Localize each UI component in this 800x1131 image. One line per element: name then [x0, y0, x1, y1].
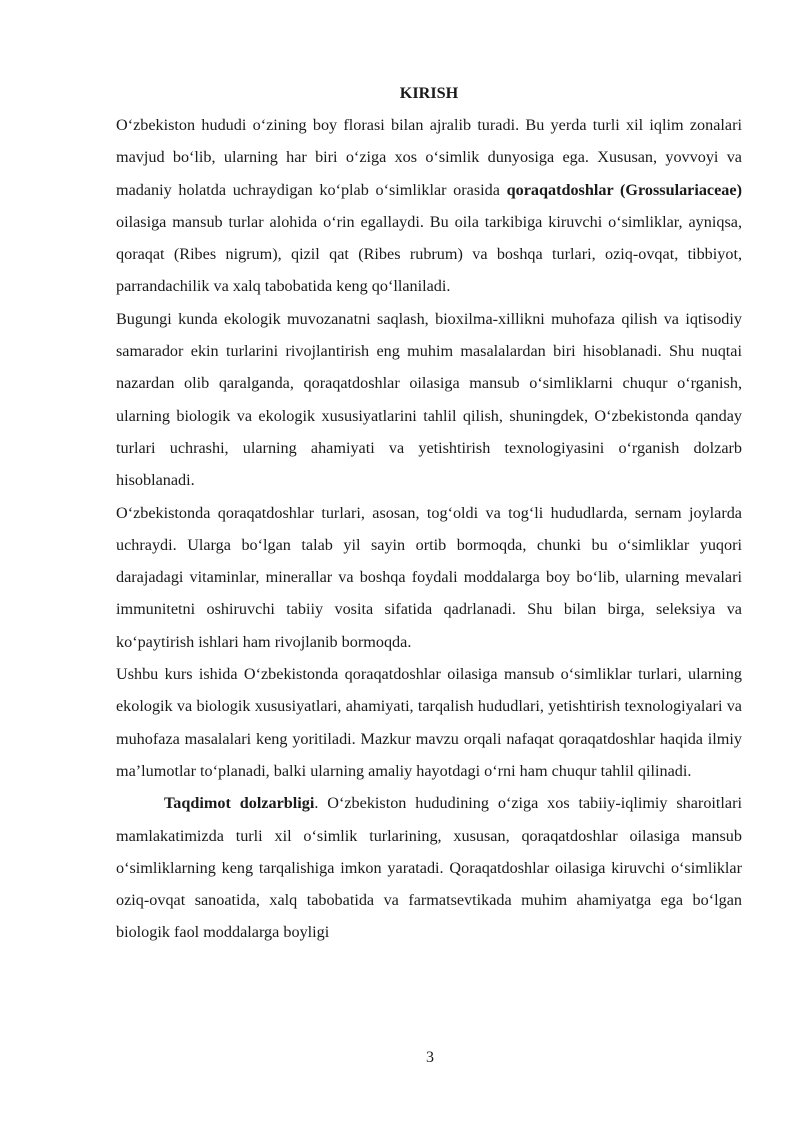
paragraph-text: . O‘zbekiston hududining o‘ziga xos tabiiy-iqlimiy sharoitlari mamlakatimizda turli xil o‘simlik turlarining, xususan, qoraqatdoshlar oilasiga mansub o‘simliklarning keng tarqalishiga imkon yaratadi. Qoraqatdoshlar oilasiga kiruvchi o‘simliklar oziq-ovqat sanoatida, xalq tabobatida va farmatsevtikada muhim ahamiyatga ega bo‘lgan biologik faol moddalarga boyligi — [116, 794, 742, 942]
paragraph-scope — [116, 658, 742, 787]
paragraph-text: O‘zbekiston hududi o‘zining boy florasi bilan ajralib turadi. Bu yerda turli xil iqlim zonalari mavjud bo‘lib, ularning har biri o‘ziga xos o‘simlik dunyosiga ega. Xususan, yovvoyi va madaniy holatda uchraydigan ko‘plab o‘simliklar orasida — [116, 116, 742, 199]
paragraph-text: O‘zbekistonda qoraqatdoshlar turlari, asosan, tog‘oldi va tog‘li hududlarda, sernam joylarda uchraydi. Ularga bo‘lgan talab yil sayin ortib bormoqda, chunki bu o‘simliklar yuqori darajadagi vitaminlar, minerallar va boshqa foydali moddalarga boy bo‘lib, ularning mevalari immunitetni oshiruvchi tabiiy vosita sifatida qadrlanadi. Shu bilan birga, seleksiya va ko‘paytirish ishlari ham rivojlanib bormoqda. — [116, 503, 742, 651]
paragraph-relevance — [116, 303, 742, 497]
paragraph-text: Ushbu kurs ishida O‘zbekistonda qoraqatdoshlar oilasiga mansub o‘simliklar turlari, ularning ekologik va biologik xususiyatlari, ahamiyati, tarqalish hududlari, yetishtirish texnologiyalari va muhofaza masalalari keng yoritiladi. Mazkur mavzu orqali nafaqat qoraqatdoshlar haqida ilmiy ma’lumotlar to‘planadi, balki ularning amaliy hayotdagi o‘rni ham chuqur tahlil qilinadi. — [116, 665, 742, 780]
document-page — [116, 77, 742, 949]
page-number: 3 — [426, 1049, 434, 1066]
section-title: KIRISH — [399, 84, 459, 102]
topicality-heading: Taqdimot dolzarbligi — [164, 794, 315, 813]
paragraph-distribution — [116, 497, 742, 658]
family-name-highlight: qoraqatdoshlar (Grossulariaceae) — [506, 180, 742, 199]
paragraph-topicality — [116, 787, 742, 948]
paragraph-text: Bugungi kunda ekologik muvozanatni saqlash, bioxilma-xillikni muhofaza qilish va iqtisodiy samarador ekin turlarini rivojlantirish eng muhim masalalardan biri hisoblanadi. Shu nuqtai nazardan olib qaralganda, qoraqatdoshlar oilasiga mansub o‘simliklarni chuqur o‘rganish, ularning biologik va ekologik xususiyatlarini tahlil qilish, shuningdek, O‘zbekistonda qanday turlari uchrashi, ularning ahamiyati va yetishtirish texnologiyasini o‘rganish dolzarb hisoblanadi. — [116, 309, 742, 490]
paragraph-intro — [116, 109, 742, 303]
paragraph-text: oilasiga mansub turlar alohida o‘rin egallaydi. Bu oila tarkibiga kiruvchi o‘simliklar, ayniqsa, qoraqat (Ribes nigrum), qizil qat (Ribes rubrum) va boshqa turlari, oziq-ovqat, tibbiyot, parrandachilik va xalq tabobatida keng qo‘llaniladi. — [116, 212, 742, 296]
